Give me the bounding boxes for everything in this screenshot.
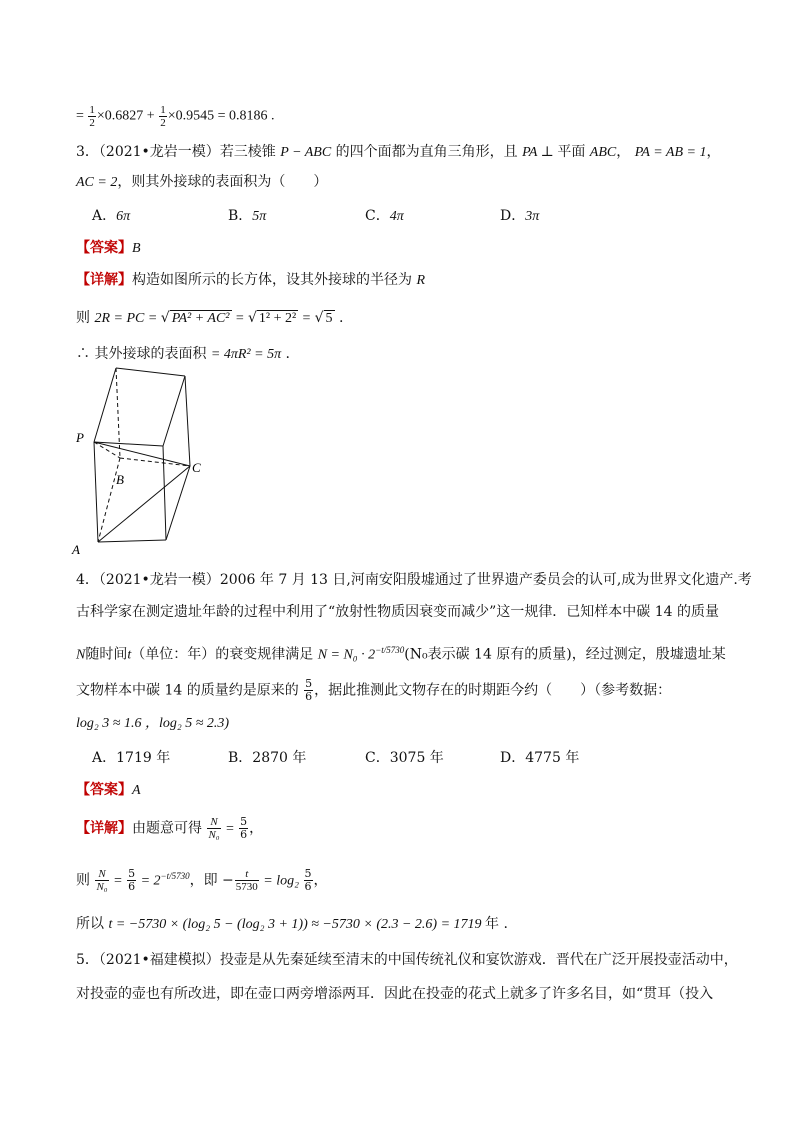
q4-stem-line5: log₂ 3 ≈ 1.6 ，log₂ 5 ≈ 2.3) xyxy=(76,716,230,731)
q3-detail-line3: ∴ 其外接球的表面积 = 4πR² = 5π . xyxy=(76,346,290,362)
q3-option-d: D．3π xyxy=(500,208,540,224)
q3-cuboid-figure xyxy=(70,362,220,562)
q4-detail-line3: 所以 t = −5730 × (log₂ 5 − (log₂ 3 + 1)) ≈ −5730 × (2.3 − 2.6) = 1719 年 . xyxy=(76,916,508,932)
q4-stem-line2: 古科学家在测定遗址年龄的过程中利用了“放射性物质因衰变而减少”这一规律．已知样本中碳 14 的质量 xyxy=(76,604,720,620)
q3-option-b: B．5π xyxy=(228,208,267,224)
q4-option-b: B．2870 年 xyxy=(228,750,307,766)
q3-answer: 【答案】B xyxy=(76,240,141,256)
fraction: $\frac{t}{5730}$ xyxy=(235,868,258,894)
q4-answer: 【答案】A xyxy=(76,782,141,798)
fraction: $\frac{5}{6}$ xyxy=(240,815,248,841)
fraction: $\frac{5}{6}$ xyxy=(128,867,136,894)
fraction: $\frac{1}{2}$ xyxy=(89,104,95,129)
figure-label-c: C xyxy=(192,460,201,475)
figure-label-b: B xyxy=(116,472,124,487)
q4-option-c: C．3075 年 xyxy=(365,750,444,766)
q2-tail-equation: = $\frac{1}{2}$ ×0.6827 + $\frac{1}{2}$ ×0.9545 = 0.8186 . xyxy=(76,104,275,129)
fraction: $\frac{5}{6}$ xyxy=(305,677,313,703)
q4-option-d: D．4775 年 xyxy=(500,750,580,766)
fraction: $\frac{N}{\text{N₀}}$ xyxy=(96,868,108,894)
q4-stem-line3: N随时间t（单位：年）的衰变规律满足 $N = N_0 \cdot 2^{-t/5730}(N_0$表示碳 14 原有的质量)，经过测定，殷墟遗址某 xyxy=(76,645,726,663)
q3-detail-line2: 则 2R = PC = √ PA² + AC² = √ 1² + 2² = √ 5 . xyxy=(76,310,344,326)
q4-stem-line1: 4．（2021•龙岩一模）2006 年 7 月 13 日,河南安阳殷墟通过了世界遗产委员会的认可,成为世界文化遗产.考 xyxy=(76,572,752,588)
q4-stem-line4: 文物样本中碳 14 的质量约是原来的 $\frac{5}{6}$ ，据此推测此文物存在的时期距今约（ ）（参考数据： xyxy=(76,677,672,703)
figure-label-p: P xyxy=(76,430,84,445)
q5-stem-line1: 5．（2021•福建模拟）投壶是从先秦延续至清末的中国传统礼仪和宴饮游戏．晋代在广泛开展投壶活动中， xyxy=(76,952,738,968)
q4-detail-line1: 【详解】由题意可得 $\frac{N}{\text{N₀}}$ = $\frac{5}{6}$ ， xyxy=(76,815,264,841)
q3-stem-line2: AC = 2，则其外接球的表面积为（ ） xyxy=(76,174,328,190)
fraction: $\frac{5}{6}$ xyxy=(304,867,312,894)
q3-stem-line1: 3．（2021•龙岩一模）若三棱锥 P − ABC 的四个面都为直角三角形，且 PA ⊥ 平面 ABC， PA = AB = 1， xyxy=(76,144,721,160)
q4-option-a: A．1719 年 xyxy=(92,750,171,766)
q3-detail-line1: 【详解】构造如图所示的长方体，设其外接球的半径为 R xyxy=(76,272,426,288)
figure-label-a: A xyxy=(72,542,80,557)
fraction: $\frac{N}{\text{N₀}}$ xyxy=(208,816,220,841)
q3-option-a: A．6π xyxy=(92,208,131,224)
q3-option-c: C．4π xyxy=(365,208,404,224)
q4-detail-line2: 则 $\frac{N}{\text{N₀}}$ = $\frac{5}{6}$ = $2^{-t/5730}$，即 − $\frac{t}{5730}$ = log₂ $\frac{5}{6}$ ， xyxy=(76,867,328,894)
q5-stem-line2: 对投壶的壶也有所改进，即在壶口两旁增添两耳．因此在投壶的花式上就多了许多名目，如“贯耳（投入 xyxy=(76,986,714,1002)
fraction: $\frac{1}{2}$ xyxy=(160,104,166,129)
